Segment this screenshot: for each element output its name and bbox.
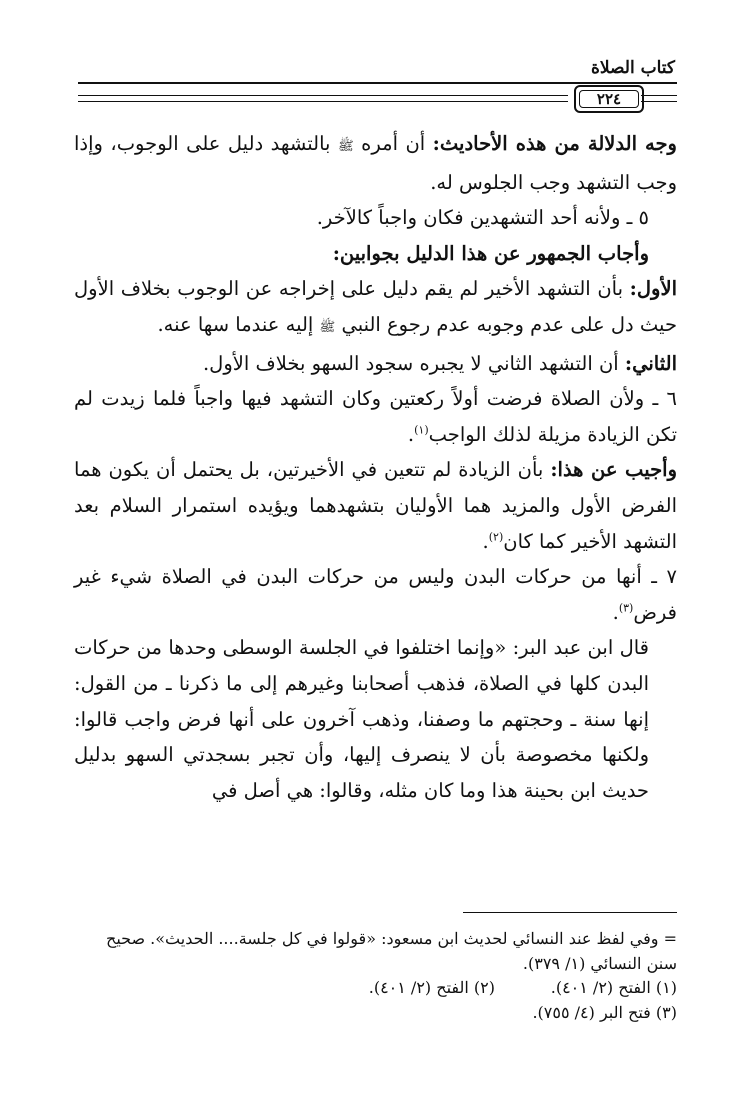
footnote-continuation: = وفي لفظ عند النسائي لحديث ابن مسعود: «قولوا في كل جلسة.... الحديث». صحيح سنن النسائي (١/ ٣٧٩). — [106, 929, 677, 973]
footnote-ref: (١) — [414, 423, 429, 437]
footnote-1: (١) الفتح (٢/ ٤٠١). — [550, 978, 677, 997]
header-rule — [78, 82, 677, 84]
footnote-row — [74, 976, 677, 1001]
paragraph: ٦ ـ ولأن الصلاة فرضت أولاً ركعتين وكان التشهد فيها واجباً فلما زيدت لم تكن الزيادة مزيلة لذلك الواجب$^{(١)}$. — [74, 387, 677, 446]
header-double-rule-left — [78, 95, 568, 102]
footnote-separator — [463, 912, 677, 913]
book-title: كتاب الصلاة — [590, 58, 675, 78]
paragraph: ٧ ـ أنها من حركات البدن وليس من حركات البدن في الصلاة شيء غير فرض$^{(٣)}$. — [74, 565, 677, 624]
answer-label: الأول: — [629, 277, 677, 301]
answer-label: وأجيب عن هذا: — [550, 458, 677, 482]
section-heading: وأجاب الجمهور عن هذا الدليل بجوابين: — [332, 241, 649, 265]
salutation-symbol: ﷺ — [337, 139, 354, 154]
footnote-ref: (٢) — [488, 530, 504, 544]
paragraph: وأجيب عن هذا: بأن الزيادة لم تتعين في الأخيرتين، بل يحتمل أن يكون هما الفرض الأول والمزيد هما الأوليان بتشهدهما ويؤيده استمرار السلام بعد التشهد الأخير كما كان$^{(٢)}$. — [74, 458, 677, 553]
page-number: ٢٢٤ — [579, 90, 639, 108]
section-heading: وجه الدلالة من هذه الأحاديث: — [432, 132, 677, 155]
body-text — [74, 126, 677, 808]
salutation-symbol: ﷺ — [319, 319, 336, 335]
paragraph: ٥ ـ ولأنه أحد التشهدين فكان واجباً كالآخر. — [316, 206, 649, 230]
paragraph: وجه الدلالة من هذه الأحاديث: أن أمره ﷺ بالتشهد دليل على الوجوب، وإذا وجب التشهد وجب الجلوس له. — [74, 132, 677, 194]
answer-label: الثاني: — [624, 351, 677, 375]
footnote-ref: (٣) — [618, 601, 634, 615]
page-number-frame — [574, 85, 644, 113]
footnotes — [74, 927, 677, 1025]
paragraph: قال ابن عبد البر: «وإنما اختلفوا في الجلسة الوسطى وحدها من حركات البدن كلها في الصلاة، فذهب أصحابنا وغيرهم إلى ما ذكرنا ـ من القول: إنها سنة ـ وحجتهم ما وصفنا، وذهب آخرون على أنها فرض واجب قالوا: ولكنها مخصوصة بأن لا ينصرف إليها، وأن تجبر بسجدتي السهو بدليل حديث ابن بحينة هذا وما كان مثله، وقالوا: هي أصل في — [74, 636, 649, 802]
footnote-2: (٢) الفتح (٢/ ٤٠١). — [368, 978, 495, 997]
paragraph: الأول: بأن التشهد الأخير لم يقم دليل على إخراجه عن الوجوب بخلاف الأول حيث دل على عدم وجوبه عدم رجوع النبي ﷺ إليه عندما سها عنه. — [74, 277, 677, 336]
paragraph: الثاني: أن التشهد الثاني لا يجبره سجود السهو بخلاف الأول. — [202, 351, 677, 375]
paragraph — [74, 236, 677, 272]
footnote-3: (٣) فتح البر (٤/ ٧٥٥). — [532, 1002, 677, 1022]
header-double-rule-right — [641, 95, 677, 102]
